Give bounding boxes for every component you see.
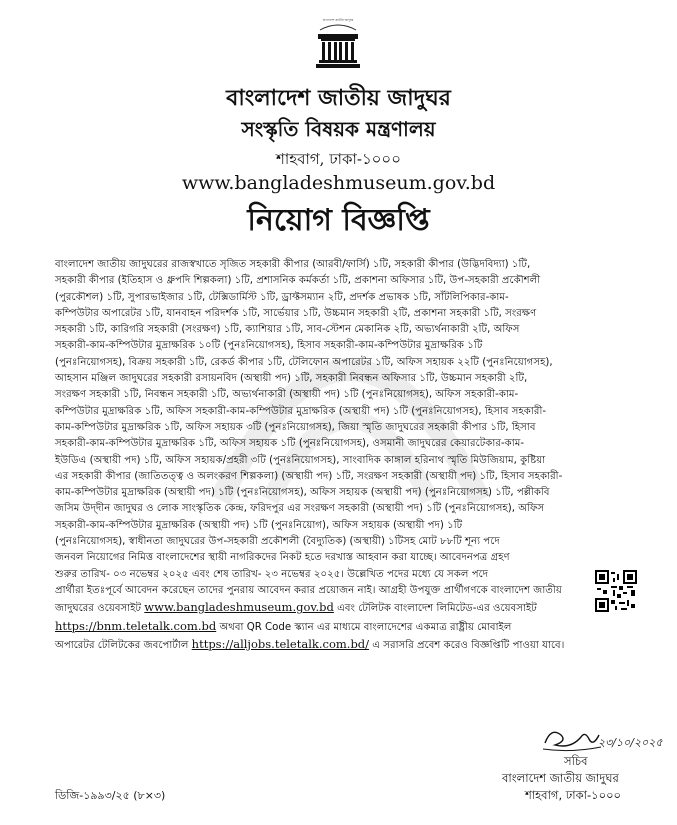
body-line: এর সহকারী কীপার (জাতিতত্ত্ব ও অলংকরণ শিল্পকলা) (অস্থায়ী পদ) ১টি, সংরক্ষণ সহকারী (অস্থায়ী পদ) ১টি, হিসাব সহকারী- [55, 470, 563, 482]
body-line: (পুরকৌশল) ১টি, সুপারভাইজার ১টি, টেক্সিডার্মিস্ট ১টি, ড্রাফ্টসম্যান ২টি, প্রদর্শক প্রভাষক ১টি, সাঁটলিপিকার-কাম- [55, 291, 509, 303]
body-line: বাংলাদেশ জাতীয় জাদুঘরের রাজস্বখাতে সৃজিত সহকারী কীপার (আরবী/ফার্সি) ১টি, সহকারী কীপার (উদ্ভিদবিদ্যা) ১টি, [55, 259, 531, 270]
body-line-alljobs [55, 636, 640, 654]
body-line-teletalk [55, 618, 640, 636]
signatory-designation: সচিব [564, 754, 588, 768]
body-line: সহকারী ১টি, কারিগরি সহকারী (সংরক্ষণ) ১টি, ক্যাশিয়ার ১টি, সাব-স্টেশন মেকানিক ২টি, অভ্যর্থনাকারী ২টি, অফিস [55, 324, 520, 336]
body-line: ইউডিএ (অস্থায়ী পদ) ১টি, অফিস সহায়ক/প্রহরী ৩টি (পুনঃনিয়োগসহ), সাংবাদিক কাঙ্গাল হরিনাথ স্মৃতি মিউজিয়াম, কুষ্টিয়া [55, 454, 546, 466]
body-text-fragment: এবং টেলিটক বাংলাদেশ লিমিটেড-এর ওয়েবসাইট [333, 603, 537, 615]
signatory-org: বাংলাদেশ জাতীয় জাদুঘর [502, 771, 619, 785]
body-line: জনবল নিয়োগের নিমিত্ত বাংলাদেশের স্থায়ী নাগরিকদের নিকট হতে দরখাস্ত আহবান করা যাচ্ছে। আবেদনপত্র গ্রহণ [55, 552, 510, 564]
teletalk-bnm-link[interactable]: https://bnm.teletalk.com.bd [55, 618, 217, 633]
body-line-website [55, 599, 640, 617]
body-line: জসিম উদ্‌দীন জাদুঘর ও লোক সাংস্কৃতিক কেন্দ্র, ফরিদপুর এর সংরক্ষণ সহকারী (অস্থায়ী পদ) ১টি (পুনঃনিয়োগসহ), অফিস [55, 503, 545, 515]
body-text-fragment: অথবা QR Code স্ক্যান এর মাধ্যমে বাংলাদেশের একমাত্র রাষ্ট্রীয় মোবাইল [216, 621, 512, 633]
reference-code: ডিজি-১৯৯৩/২৫ (৮×৩) [55, 789, 166, 802]
body-line: সহকারী-কাম-কম্পিউটার মুদ্রাক্ষরিক ১টি, অফিস সহায়ক ১টি (পুনঃনিয়োগসহ), ওসমানী জাদুঘরের কেয়ারটেকার-কাম- [55, 438, 525, 450]
body-text-fragment: অপারেটর টেলিটকের জবপোর্টাল [55, 639, 192, 651]
body-text-fragment: এ সরাসরি প্রবেশ করেও বিজ্ঞপ্তিটি পাওয়া যাবে। [369, 639, 565, 651]
body-line: সহকারী-কাম-কম্পিউটার মুদ্রাক্ষরিক ১০টি (পুনঃনিয়োগসহ), হিসাব সহকারী-কাম-কম্পিউটার মুদ্রাক্ষরিক ১টি [55, 340, 483, 352]
alljobs-teletalk-link[interactable]: https://alljobs.teletalk.com.bd/ [191, 636, 370, 651]
body-line: প্রার্থীরা ইতঃপূর্বে আবেদন করেছেন তাদের পুনরায় আবেদন করার প্রয়োজন নাই। আগ্রহী উপযুক্ত প্রার্থীগণকে বাংলাদেশ জাতীয় [55, 584, 562, 596]
signatory-address: শাহবাগ, ঢাকা-১০০০ [525, 788, 622, 802]
museum-logo-icon [314, 22, 362, 74]
body-line: সহকারী কীপার (ইতিহাস ও ধ্রুপদি শিল্পকলা) ১টি, প্রশাসনিক কর্মকর্তা ১টি, প্রকাশনা অফিসার ১টি, উপ-সহকারী প্রকৌশলী [55, 275, 541, 287]
notice-body [55, 257, 640, 654]
ministry-name: সংস্কৃতি বিষয়ক মন্ত্রণালয় [241, 117, 436, 141]
body-text-fragment: জাদুঘরের ওয়েবসাইট [55, 603, 145, 615]
logo-caption: বাংলাদেশ জাতীয় জাদুঘর [322, 18, 354, 22]
body-line: কাম-কম্পিউটার মুদ্রাক্ষরিক ১টি, অফিস সহায়ক ৩টি (পুনঃনিয়োগসহ), জিয়া স্মৃতি জাদুঘরের সহকারী কীপার ১টি, হিসাব [55, 421, 536, 433]
website-url[interactable]: www.bangladeshmuseum.gov.bd [181, 172, 496, 194]
org-name: বাংলাদেশ জাতীয় জাদুঘর [226, 85, 451, 111]
body-line: (পুনঃনিয়োগসহ), বিক্রয় সহকারী ১টি, রেকর্ড কীপার ১টি, টেলিফোন অপারেটর ১টি, অফিস সহায়ক ২২টি (পুনঃনিয়োগসহ), [55, 356, 553, 368]
body-line: কম্পিউটার মুদ্রাক্ষরিক ১টি, অফিস সহকারী-কাম-কম্পিউটার মুদ্রাক্ষরিক (অস্থায়ী পদ) ১টি (পুনঃনিয়োগসহ), হিসাব সহকারী- [55, 405, 547, 417]
body-line: সহকারী-কাম-কম্পিউটার মুদ্রাক্ষরিক (অস্থায়ী পদ) ১টি (পুনঃনিয়োগ), অফিস সহায়ক (অস্থায়ী পদ) ১টি [55, 519, 463, 531]
body-line: কম্পিউটার অপারেটর ১টি, যানবাহন পরিদর্শক ১টি, সার্ভেয়ার ১টি, উচ্চমান সহকারী ২টি, প্রকাশনা সহকারী ১টি, সংরক্ষণ [55, 307, 537, 319]
body-line: সংরক্ষণ সহকারী ১টি, নিবন্ধন সহকারী ১টি, অভ্যর্থনাকারী (অস্থায়ী পদ) ১টি (পুনঃনিয়োগসহ), অফিস সহকারী-কাম- [55, 389, 519, 401]
notice-title: নিয়োগ বিজ্ঞপ্তি [247, 203, 430, 238]
body-line: (পুনঃনিয়োগসহ), স্বাধীনতা জাদুঘরের উপ-সহকারী প্রকৌশলী (বৈদ্যুতিক) (অস্থায়ী) ১টিসহ মোট ৮৮টি শূন্য পদে [55, 536, 500, 548]
museum-website-link[interactable]: www.bangladeshmuseum.gov.bd [144, 600, 334, 615]
body-line: কাম-কম্পিউটার মুদ্রাক্ষরিক (অস্থায়ী পদ) ১টি (পুনঃনিয়োগসহ), অফিস সহায়ক (অস্থায়ী পদ) (পুনঃনিয়োগসহ) ১টি, পল্লীকবি [55, 487, 550, 499]
body-line: আহসান মঞ্জিল জাদুঘরের সহকারী রসায়নবিদ (অস্থায়ী পদ) ১টি, সহকারী নিবন্ধন অফিসার ১টি, উচ্চমান সহকারী ২টি, [55, 373, 528, 385]
signature-date: ২৩/১০/২০২৫ [598, 736, 663, 749]
body-line: শুরুর তারিখ- ০৩ নভেম্বর ২০২৫ এবং শেষ তারিখ- ২৩ নভেম্বর ২০২৫। উল্লেখিত পদের মধ্যে যে সকল পদে [55, 568, 489, 580]
qr-code-icon[interactable] [595, 570, 637, 612]
org-address: শাহবাগ, ঢাকা-১০০০ [276, 150, 401, 168]
